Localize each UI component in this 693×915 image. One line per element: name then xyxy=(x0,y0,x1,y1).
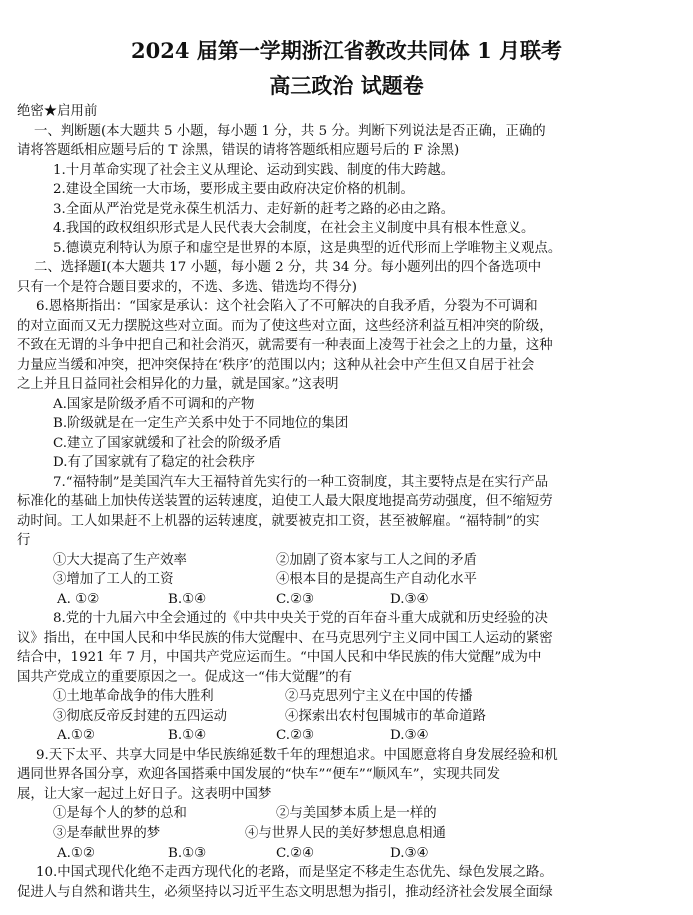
section2-intro-1: 二、选择题Ⅰ(本大题共 17 小题，每小题 2 分，共 34 分。每小题列出的四个备选项中 xyxy=(34,260,542,276)
q7-choice-d: D.③④ xyxy=(390,591,429,607)
q6-option-d: D.有了国家就有了稳定的社会秩序 xyxy=(53,455,255,471)
judge-item-2: 2.建设全国统一大市场，要形成主要由政府决定价格的机制。 xyxy=(53,182,414,197)
q9-choice-d: D.③④ xyxy=(390,845,429,861)
q9-line-3: 展，让大家一起过上好日子。这表明中国梦 xyxy=(17,786,272,802)
q8-choice-c: C.②③ xyxy=(276,728,315,744)
q6-line-2: 的对立面而又无力摆脱这些对立面。而为了使这些对立面，这些经济利益互相冲突的阶级， xyxy=(17,318,553,334)
q7-line-1: 7.“福特制”是美国汽车大王福特首先实行的一种工资制度，其主要特点是在实行产品 xyxy=(53,474,549,490)
q8-statement-4: ④探索出农村包围城市的革命道路 xyxy=(285,708,486,724)
q7-statement-2: ②加剧了资本家与工人之间的矛盾 xyxy=(276,552,477,568)
q10-line-2: 促进人与自然和谐共生，必须坚持以习近平生态文明思想为指引，推动经济社会发展全面绿 xyxy=(17,884,553,900)
section2-intro-2: 只有一个是符合题目要求的，不选、多选、错选均不得分) xyxy=(17,279,357,295)
q7-choice-a: A. ①② xyxy=(57,591,100,607)
q6-option-c: C.建立了国家就缓和了社会的阶级矛盾 xyxy=(53,435,282,451)
exam-subtitle: 高三政治 试题卷 xyxy=(269,73,424,98)
q8-statement-2: ②马克思列宁主义在中国的传播 xyxy=(285,689,473,705)
q9-choice-b: B.①③ xyxy=(168,845,207,861)
section1-intro-2: 请将答题纸相应题号后的 T 涂黑，错误的请将答题纸相应题号后的 F 涂黑) xyxy=(17,143,460,158)
q10-line-1: 10.中国式现代化绝不走西方现代化的老路，而是坚定不移走生态优先、绿色发展之路。 xyxy=(36,865,553,880)
q8-line-2: 议》指出，在中国人民和中华民族的伟大觉醒中、在马克思列宁主义同中国工人运动的紧密 xyxy=(17,630,553,646)
q9-line-2: 遇同世界各国分享，欢迎各国搭乘中国发展的“快车”“便车”“顺风车”，实现共同发 xyxy=(17,767,500,783)
q7-line-3: 动时间。工人如果赶不上机器的运转速度，就要被克扣工资，甚至被解雇。“福特制”的实 xyxy=(17,513,540,529)
q7-line-4: 行 xyxy=(17,533,31,549)
q8-statement-1: ①土地革命战争的伟大胜利 xyxy=(53,689,214,705)
q9-statement-4: ④与世界人民的美好梦想息息相通 xyxy=(245,826,446,841)
q7-line-2: 标准化的基础上加快传送装置的运转速度，迫使工人最大限度地提高劳动强度，但不缩短劳 xyxy=(17,494,553,510)
q6-line-1: 6.恩格斯指出：“国家是承认：这个社会陷入了不可解决的自我矛盾，分裂为不可调和 xyxy=(36,299,538,315)
q8-line-3: 结合中，1921 年 7 月，中国共产党应运而生。“中国人民和中华民族的伟大觉醒”成为中 xyxy=(17,650,542,666)
judge-item-1: 1.十月革命实现了社会主义从理论、运动到实践、制度的伟大跨越。 xyxy=(53,162,455,178)
q7-choice-b: B.①④ xyxy=(168,591,207,607)
q8-choice-b: B.①④ xyxy=(168,728,207,744)
q7-choice-c: C.②③ xyxy=(276,591,315,607)
q9-choice-a: A.①② xyxy=(57,845,95,861)
q8-choice-a: A.①② xyxy=(57,728,95,744)
judge-item-3: 3.全面从严治党是党永葆生机活力、走好新的赶考之路的必由之路。 xyxy=(53,201,455,217)
judge-item-4: 4.我国的政权组织形式是人民代表大会制度，在社会主义制度中具有根本性意义。 xyxy=(53,221,535,237)
q9-statement-1: ①是每个人的梦的总和 xyxy=(53,806,187,822)
section1-intro-1: 一、判断题(本大题共 5 小题，每小题 1 分，共 5 分。判断下列说法是否正确，正确的 xyxy=(34,123,546,139)
q8-line-4: 国共产党成立的重要原因之一。促成这一“伟大觉醒”的有 xyxy=(17,669,353,685)
q7-statement-1: ①大大提高了生产效率 xyxy=(53,552,187,568)
q9-choice-c: C.②④ xyxy=(276,845,315,861)
q8-statement-3: ③彻底反帝反封建的五四运动 xyxy=(53,708,228,724)
secret-label: 绝密★启用前 xyxy=(17,104,98,119)
q9-line-1: 9.天下太平、共享大同是中华民族绵延数千年的理想追求。中国愿意将自身发展经验和机 xyxy=(36,747,558,763)
q7-statement-3: ③增加了工人的工资 xyxy=(53,572,174,588)
judge-item-5: 5.德谟克利特认为原子和虚空是世界的本原，这是典型的近代形而上学唯物主义观点。 xyxy=(53,240,562,256)
q9-statement-3: ③是奉献世界的梦 xyxy=(53,826,161,841)
q6-line-4: 力量应当缓和冲突，把冲突保持在‘秩序’的范围以内；这种从社会中产生但又自居于社会 xyxy=(17,357,535,373)
q7-statement-4: ④根本目的是提高生产自动化水平 xyxy=(276,572,477,588)
q9-statement-2: ②与美国梦本质上是一样的 xyxy=(276,806,437,822)
q6-line-3: 不致在无谓的斗争中把自己和社会消灭，就需要有一种表面上凌驾于社会之上的力量，这种 xyxy=(17,338,553,354)
q8-choice-d: D.③④ xyxy=(390,728,429,744)
q6-option-a: A.国家是阶级矛盾不可调和的产物 xyxy=(53,396,255,412)
exam-title: 2024 届第一学期浙江省教改共同体 1 月联考 xyxy=(131,38,562,63)
q6-line-5: 之上并且日益同社会相异化的力量，就是国家。”这表明 xyxy=(17,377,339,393)
q8-line-1: 8.党的十九届六中全会通过的《中共中央关于党的百年奋斗重大成就和历史经验的决 xyxy=(53,611,548,627)
q6-option-b: B.阶级就是在一定生产关系中处于不同地位的集团 xyxy=(53,416,349,432)
